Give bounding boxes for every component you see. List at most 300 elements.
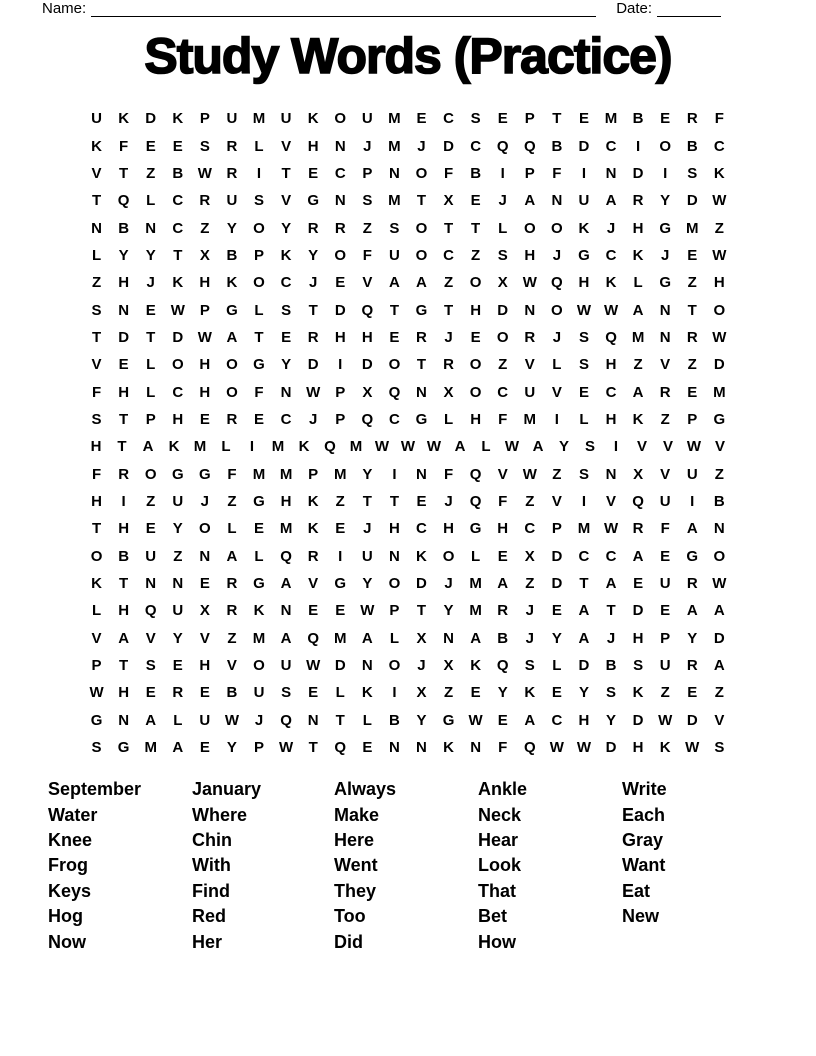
grid-letter: L xyxy=(146,356,156,374)
grid-letter: N xyxy=(145,219,157,237)
grid-letter: A xyxy=(226,328,238,346)
grid-letter: U xyxy=(659,657,671,675)
grid-letter: C xyxy=(605,547,617,565)
grid-letter: V xyxy=(281,192,292,210)
grid-letter: N xyxy=(524,301,536,319)
grid-letter: K xyxy=(226,274,238,292)
grid-letter: Y xyxy=(578,684,589,702)
grid-letter: E xyxy=(254,410,265,428)
grid-letter: P xyxy=(335,383,346,401)
grid-letter: I xyxy=(500,164,505,182)
grid-letter: H xyxy=(605,356,617,374)
grid-letter: C xyxy=(578,547,590,565)
grid-letter: K xyxy=(524,684,536,702)
grid-letter: T xyxy=(687,301,697,319)
grid-letter: G xyxy=(686,547,699,565)
grid-row xyxy=(83,515,733,542)
grid-letter: Y xyxy=(226,219,237,237)
grid-letter: K xyxy=(298,438,310,456)
grid-letter: A xyxy=(454,438,466,456)
grid-letter: H xyxy=(118,274,130,292)
grid-letter: N xyxy=(388,164,400,182)
grid-letter: K xyxy=(632,246,644,264)
grid-letter: V xyxy=(606,492,617,510)
grid-letter: V xyxy=(662,438,673,456)
grid-letter: Y xyxy=(443,602,454,620)
grid-letter: L xyxy=(91,602,102,620)
grid-letter: Q xyxy=(632,492,644,510)
grid-letter: U xyxy=(226,110,238,128)
grid-letter: B xyxy=(118,219,130,237)
grid-letter: X xyxy=(416,684,427,702)
grid-letter: U xyxy=(361,110,373,128)
grid-letter: E xyxy=(145,301,156,319)
grid-letter: D xyxy=(334,657,346,675)
grid-letter: Z xyxy=(335,492,345,510)
grid-letter: D xyxy=(118,328,130,346)
word-column xyxy=(622,777,667,955)
grid-letter: W xyxy=(197,164,212,182)
grid-letter: R xyxy=(497,602,509,620)
grid-letter: S xyxy=(578,356,589,374)
grid-letter: U xyxy=(226,192,238,210)
grid-letter: J xyxy=(552,246,562,264)
grid-letter: T xyxy=(91,192,102,210)
grid-letter: N xyxy=(361,657,373,675)
grid-letter: F xyxy=(91,465,102,483)
grid-letter: Y xyxy=(172,520,183,538)
grid-letter: Z xyxy=(687,356,697,374)
grid-letter: Y xyxy=(281,356,292,374)
grid-letter: U xyxy=(253,684,265,702)
grid-row xyxy=(83,160,733,187)
grid-row xyxy=(83,296,733,323)
grid-letter: Z xyxy=(200,219,210,237)
grid-letter: K xyxy=(713,164,725,182)
grid-letter: B xyxy=(632,110,644,128)
grid-letter: R xyxy=(226,575,238,593)
grid-letter: A xyxy=(226,547,238,565)
grid-letter: O xyxy=(226,356,238,374)
grid-letter: N xyxy=(199,547,211,565)
word-column xyxy=(192,777,334,955)
word-item: Red xyxy=(192,906,227,927)
word-item: Chin xyxy=(192,830,232,851)
grid-letter: K xyxy=(361,684,373,702)
word-item: Bet xyxy=(478,906,508,927)
grid-letter: M xyxy=(523,410,537,428)
grid-letter: Y xyxy=(172,629,183,647)
grid-letter: U xyxy=(578,192,590,210)
grid-letter: F xyxy=(254,383,264,401)
grid-letter: H xyxy=(443,520,454,538)
grid-letter: D xyxy=(497,301,509,319)
grid-row xyxy=(83,433,733,460)
grid-letter: P xyxy=(254,246,265,264)
grid-letter: M xyxy=(144,739,157,757)
grid-letter: P xyxy=(199,301,210,319)
grid-letter: C xyxy=(713,137,725,155)
grid-letter: T xyxy=(443,219,454,237)
grid-letter: E xyxy=(308,164,319,182)
grid-row xyxy=(83,214,733,241)
grid-letter: H xyxy=(118,684,130,702)
grid-letter: W xyxy=(374,438,390,456)
word-item: Eat xyxy=(622,880,651,901)
grid-letter: P xyxy=(308,465,319,483)
grid-letter: F xyxy=(362,246,372,264)
grid-letter: G xyxy=(253,575,265,593)
word-item: Frog xyxy=(48,855,88,876)
grid-letter: R xyxy=(443,356,454,374)
grid-letter: C xyxy=(524,520,536,538)
grid-letter: H xyxy=(632,219,644,237)
grid-letter: Z xyxy=(714,465,724,483)
grid-letter: E xyxy=(660,110,671,128)
grid-letter: L xyxy=(552,356,562,374)
grid-row xyxy=(83,406,733,433)
grid-letter: E xyxy=(416,110,427,128)
grid-letter: X xyxy=(416,629,427,647)
grid-letter: T xyxy=(416,192,427,210)
grid-letter: Q xyxy=(334,739,347,757)
grid-letter: Q xyxy=(280,711,292,729)
grid-letter: H xyxy=(524,246,536,264)
grid-letter: A xyxy=(388,274,400,292)
grid-letter: Q xyxy=(605,328,617,346)
grid-letter: W xyxy=(426,438,442,456)
word-item: That xyxy=(478,880,516,901)
grid-letter: I xyxy=(690,492,695,510)
grid-row xyxy=(83,543,733,570)
grid-letter: Q xyxy=(307,629,319,647)
grid-letter: N xyxy=(172,575,184,593)
grid-letter: A xyxy=(713,602,725,620)
grid-letter: H xyxy=(307,137,319,155)
name-blank-line xyxy=(91,3,596,17)
grid-letter: Q xyxy=(496,137,509,155)
grid-letter: A xyxy=(524,711,536,729)
grid-letter: N xyxy=(713,520,725,538)
grid-letter: S xyxy=(578,328,589,346)
grid-letter: R xyxy=(686,575,698,593)
grid-letter: K xyxy=(578,219,590,237)
grid-letter: X xyxy=(443,657,454,675)
grid-letter: R xyxy=(226,410,238,428)
grid-letter: A xyxy=(280,575,292,593)
grid-letter: E xyxy=(281,328,292,346)
grid-letter: A xyxy=(686,602,698,620)
grid-letter: Z xyxy=(660,684,670,702)
grid-letter: X xyxy=(443,192,454,210)
grid-letter: G xyxy=(334,575,347,593)
grid-letter: M xyxy=(388,110,401,128)
grid-letter: K xyxy=(416,547,427,565)
grid-letter: E xyxy=(633,575,644,593)
grid-letter: T xyxy=(91,520,102,538)
grid-letter: S xyxy=(91,410,102,428)
grid-letter: R xyxy=(686,110,698,128)
grid-letter: Y xyxy=(606,711,617,729)
grid-letter: H xyxy=(118,520,130,538)
grid-letter: L xyxy=(146,383,156,401)
grid-letter: C xyxy=(172,192,184,210)
grid-letter: E xyxy=(497,110,508,128)
grid-letter: Z xyxy=(660,410,670,428)
grid-letter: T xyxy=(173,246,183,264)
grid-letter: R xyxy=(307,328,319,346)
grid-letter: N xyxy=(280,383,292,401)
grid-letter: V xyxy=(145,629,156,647)
grid-letter: K xyxy=(172,274,184,292)
grid-letter: W xyxy=(468,711,483,729)
grid-letter: W xyxy=(712,246,727,264)
grid-letter: Y xyxy=(497,684,508,702)
grid-letter: W xyxy=(170,301,185,319)
grid-letter: B xyxy=(713,492,725,510)
grid-letter: O xyxy=(334,246,347,264)
grid-row xyxy=(83,625,733,652)
grid-letter: A xyxy=(578,602,590,620)
grid-letter: A xyxy=(172,739,184,757)
grid-letter: Z xyxy=(525,575,535,593)
grid-letter: A xyxy=(605,192,617,210)
grid-letter: U xyxy=(659,575,671,593)
grid-letter: J xyxy=(661,246,670,264)
grid-letter: J xyxy=(200,492,210,510)
word-item: Each xyxy=(622,804,666,825)
grid-letter: E xyxy=(551,684,562,702)
grid-letter: L xyxy=(221,438,231,456)
grid-letter: S xyxy=(633,657,644,675)
grid-letter: W xyxy=(712,328,727,346)
grid-letter: G xyxy=(713,410,726,428)
grid-letter: Y xyxy=(660,192,671,210)
grid-letter: T xyxy=(119,657,129,675)
grid-letter: T xyxy=(471,219,481,237)
grid-letter: Z xyxy=(633,356,643,374)
grid-letter: E xyxy=(118,356,129,374)
grid-letter: Z xyxy=(173,547,183,565)
grid-letter: Z xyxy=(227,492,237,510)
grid-letter: R xyxy=(524,328,536,346)
grid-letter: U xyxy=(686,465,698,483)
grid-letter: D xyxy=(551,547,563,565)
grid-letter: T xyxy=(91,328,102,346)
grid-letter: V xyxy=(91,164,102,182)
grid-letter: L xyxy=(443,410,454,428)
grid-letter: E xyxy=(497,711,508,729)
grid-letter: S xyxy=(254,192,265,210)
grid-letter: O xyxy=(388,575,401,593)
grid-letter: G xyxy=(578,246,590,264)
grid-letter: J xyxy=(525,602,534,620)
name-label: Name: xyxy=(42,0,87,17)
grid-letter: L xyxy=(362,711,372,729)
grid-letter: S xyxy=(145,657,156,675)
grid-letter: C xyxy=(605,246,617,264)
grid-letter: X xyxy=(362,383,373,401)
grid-letter: M xyxy=(686,219,699,237)
grid-letter: M xyxy=(469,602,482,620)
word-item: Where xyxy=(192,804,248,825)
grid-letter: H xyxy=(605,410,617,428)
grid-letter: S xyxy=(497,246,508,264)
grid-letter: J xyxy=(363,520,372,538)
grid-letter: B xyxy=(686,137,698,155)
grid-letter: K xyxy=(280,246,292,264)
grid-letter: D xyxy=(632,711,644,729)
grid-letter: U xyxy=(280,657,292,675)
grid-letter: B xyxy=(551,137,563,155)
grid-letter: L xyxy=(146,192,156,210)
grid-letter: N xyxy=(118,301,130,319)
grid-row xyxy=(83,570,733,597)
grid-row xyxy=(83,324,733,351)
grid-letter: W xyxy=(576,739,592,757)
grid-letter: Z xyxy=(498,356,508,374)
grid-letter: E xyxy=(145,520,156,538)
grid-letter: S xyxy=(389,219,400,237)
word-item: Hog xyxy=(48,906,83,927)
word-item: Here xyxy=(334,830,375,851)
grid-letter: Z xyxy=(525,492,535,510)
grid-letter: E xyxy=(308,602,319,620)
grid-letter: J xyxy=(417,137,426,155)
grid-letter: G xyxy=(415,301,428,319)
word-item: Make xyxy=(334,804,380,825)
grid-letter: H xyxy=(578,274,590,292)
grid-letter: D xyxy=(605,739,617,757)
grid-letter: K xyxy=(168,438,180,456)
grid-letter: Q xyxy=(551,274,563,292)
grid-letter: W xyxy=(686,438,702,456)
grid-letter: H xyxy=(118,602,130,620)
grid-letter: O xyxy=(415,164,428,182)
grid-letter: S xyxy=(362,192,373,210)
grid-letter: D xyxy=(713,356,725,374)
grid-letter: B xyxy=(226,684,238,702)
grid-letter: O xyxy=(659,137,672,155)
word-item: Gray xyxy=(622,830,664,851)
grid-letter: A xyxy=(524,192,536,210)
grid-letter: V xyxy=(660,356,671,374)
grid-letter: Z xyxy=(471,246,481,264)
grid-letter: W xyxy=(549,739,564,757)
grid-row xyxy=(83,351,733,378)
grid-letter: D xyxy=(551,575,563,593)
grid-letter: S xyxy=(281,684,292,702)
grid-letter: O xyxy=(253,219,265,237)
grid-letter: D xyxy=(713,629,725,647)
grid-letter: T xyxy=(119,164,129,182)
grid-letter: R xyxy=(226,137,238,155)
grid-letter: X xyxy=(524,547,535,565)
grid-letter: H xyxy=(470,301,482,319)
grid-letter: R xyxy=(686,328,698,346)
grid-letter: L xyxy=(254,137,264,155)
grid-letter: A xyxy=(632,301,644,319)
grid-letter: K xyxy=(307,520,319,538)
grid-letter: W xyxy=(306,383,321,401)
grid-letter: Z xyxy=(714,219,724,237)
grid-letter: W xyxy=(89,684,104,702)
grid-letter: N xyxy=(659,328,671,346)
grid-row xyxy=(83,378,733,405)
grid-row xyxy=(83,679,733,706)
grid-letter: U xyxy=(524,383,536,401)
grid-row xyxy=(83,105,733,132)
grid-letter: C xyxy=(280,274,292,292)
grid-letter: H xyxy=(172,410,184,428)
grid-letter: O xyxy=(442,547,455,565)
word-item: Always xyxy=(334,779,397,800)
grid-letter: I xyxy=(256,164,262,182)
grid-letter: U xyxy=(172,602,184,620)
grid-letter: H xyxy=(470,410,482,428)
grid-letter: Z xyxy=(443,684,454,702)
grid-row xyxy=(83,242,733,269)
grid-letter: J xyxy=(308,274,318,292)
grid-letter: F xyxy=(227,465,237,483)
grid-letter: N xyxy=(443,629,454,647)
word-item: Want xyxy=(622,855,666,876)
grid-letter: E xyxy=(362,739,373,757)
grid-letter: J xyxy=(444,575,453,593)
grid-letter: D xyxy=(578,137,590,155)
grid-letter: V xyxy=(281,137,292,155)
word-item: Find xyxy=(192,880,230,901)
grid-letter: V xyxy=(660,465,671,483)
grid-letter: D xyxy=(416,575,427,593)
grid-letter: E xyxy=(308,684,319,702)
grid-letter: F xyxy=(714,110,724,128)
word-item: They xyxy=(334,880,377,901)
grid-letter: M xyxy=(388,192,401,210)
grid-letter: O xyxy=(713,547,726,565)
grid-letter: D xyxy=(632,602,644,620)
grid-letter: M xyxy=(713,383,726,401)
grid-letter: E xyxy=(687,383,698,401)
grid-letter: C xyxy=(280,410,292,428)
grid-letter: G xyxy=(307,192,319,210)
grid-letter: W xyxy=(360,602,375,620)
grid-letter: J xyxy=(363,137,372,155)
grid-letter: A xyxy=(118,629,130,647)
word-column xyxy=(334,777,478,955)
grid-letter: C xyxy=(470,137,482,155)
word-item: Now xyxy=(48,931,86,952)
grid-letter: E xyxy=(199,739,210,757)
grid-letter: M xyxy=(279,465,293,483)
grid-letter: Z xyxy=(362,219,372,237)
grid-letter: D xyxy=(443,137,454,155)
grid-letter: W xyxy=(197,328,212,346)
grid-letter: R xyxy=(307,547,319,565)
grid-letter: N xyxy=(416,739,427,757)
grid-letter: O xyxy=(713,301,726,319)
grid-letter: K xyxy=(91,575,102,593)
grid-letter: Q xyxy=(388,383,401,401)
grid-letter: I xyxy=(663,164,668,182)
grid-letter: V xyxy=(524,356,535,374)
grid-letter: Q xyxy=(280,547,292,565)
grid-letter: H xyxy=(91,492,102,510)
grid-letter: T xyxy=(443,301,454,319)
grid-letter: L xyxy=(335,684,345,702)
grid-letter: B xyxy=(226,246,238,264)
grid-letter: A xyxy=(605,575,617,593)
